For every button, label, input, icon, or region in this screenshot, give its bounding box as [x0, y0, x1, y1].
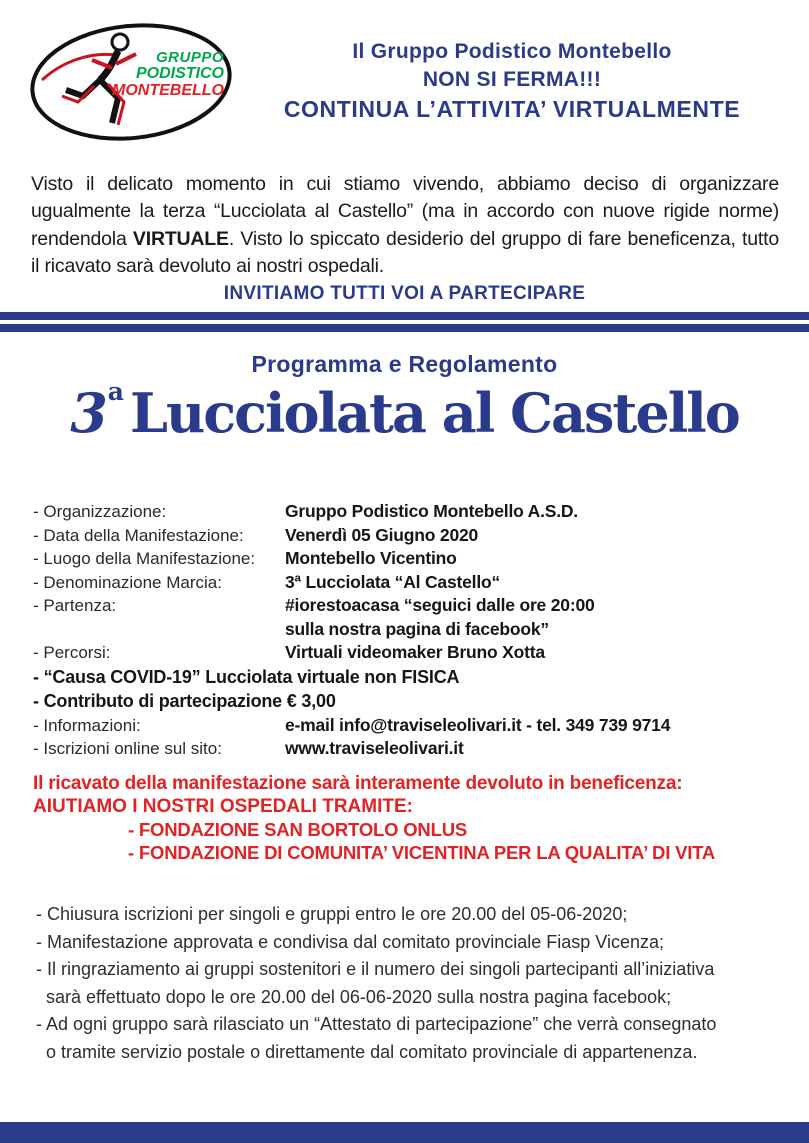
detail-label: - Organizzazione:	[33, 502, 167, 521]
footnote-line-1: - Chiusura iscrizioni per singoli e gruppi entro le ore 20.00 del 05-06-2020;	[36, 904, 628, 924]
intro-text-before: Visto il delicato momento in cui stiamo vivendo, abbiamo deciso di organizzare ugualmente la terza “Lucciolata al Castello” (ma in accordo con nuove rigide norme) rendendola	[31, 172, 779, 250]
detail-row-denominazione	[33, 571, 781, 595]
footnote-line-2: - Manifestazione approvata e condivisa dal comitato provinciale Fiasp Vicenza;	[36, 931, 665, 952]
club-logo	[28, 22, 234, 142]
intro-paragraph	[31, 171, 779, 281]
charity-item-fondazione-san-bortolo: - FONDAZIONE SAN BORTOLO ONLUS	[128, 819, 467, 840]
event-ordinal: a	[107, 377, 124, 406]
invite-banner: INVITIAMO TUTTI VOI A PARTECIPARE	[223, 283, 586, 304]
footer-bar	[0, 1122, 809, 1143]
logo-word-montebello: MONTEBELLO	[112, 82, 224, 99]
charity-item-fondazione-comunita: - FONDAZIONE DI COMUNITA’ VICENTINA PER LA QUALITA’ DI VITA	[128, 842, 716, 863]
detail-value: Virtuali videomaker Bruno Xotta	[285, 642, 545, 662]
partenza-line-2: sulla nostra pagina di facebook”	[285, 618, 549, 639]
covid-note-line: - “Causa COVID-19” Lucciolata virtuale non FISICA	[33, 666, 460, 687]
footnote-line-3-continued: sarà effettuato dopo le ore 20.00 del 06-06-2020 sulla nostra pagina facebook;	[46, 986, 672, 1007]
detail-value-website: www.traviseleolivari.it	[285, 738, 464, 758]
charity-block	[33, 772, 789, 864]
detail-row-informazioni	[33, 714, 781, 738]
details-list	[33, 500, 781, 761]
detail-value: Montebello Vicentino	[285, 548, 457, 568]
detail-row-partenza	[33, 594, 781, 641]
header-line-3: CONTINUA L’ATTIVITA’ VIRTUALMENTE	[283, 96, 741, 122]
detail-value: Gruppo Podistico Montebello A.S.D.	[285, 501, 578, 521]
event-title	[0, 376, 809, 448]
footnote-line-3: - Il ringraziamento ai gruppi sostenitori e il numero dei singoli partecipanti all’iniziativa	[36, 959, 715, 979]
detail-label: - Data della Manifestazione:	[33, 525, 244, 545]
detail-value: Venerdì 05 Giugno 2020	[285, 524, 479, 545]
divider-stripe-bottom	[0, 324, 809, 332]
detail-row-luogo	[33, 547, 781, 571]
event-name: Lucciolata al Castello	[130, 381, 739, 445]
intro-text-after: . Visto lo spiccato desiderio del gruppo di fare beneficenza, tutto il ricavato sarà devoluto ai nostri ospedali.	[31, 227, 779, 277]
divider-stripe-top	[0, 312, 809, 320]
header-block	[232, 38, 792, 124]
logo-word-gruppo: GRUPPO	[155, 49, 224, 66]
detail-value-email-phone: e-mail info@traviseleolivari.it - tel. 349 739 9714	[285, 714, 671, 735]
charity-subheading: AIUTIAMO I NOSTRI OSPEDALI TRAMITE:	[33, 796, 413, 817]
program-subtitle: Programma e Regolamento	[251, 351, 558, 377]
logo-wordmark	[112, 50, 224, 99]
detail-label: - Percorsi:	[33, 643, 111, 662]
detail-row-organizzazione	[33, 500, 781, 524]
detail-label: - Denominazione Marcia:	[33, 572, 222, 592]
detail-value	[285, 594, 595, 641]
contribution-line: - Contributo di partecipazione € 3,00	[33, 691, 336, 711]
detail-label: - Informazioni:	[33, 715, 141, 735]
detail-label: - Luogo della Manifestazione:	[33, 549, 256, 568]
logo-word-podistico: PODISTICO	[135, 65, 224, 82]
partenza-line-1: #iorestoacasa “seguici dalle ore 20:00	[285, 595, 595, 615]
header-line-1: Il Gruppo Podistico Montebello	[352, 40, 672, 63]
detail-value: 3ª Lucciolata “Al Castello“	[285, 571, 501, 592]
detail-label: - Iscrizioni online sul sito:	[33, 739, 222, 758]
header-line-2: NON SI FERMA!!!	[422, 68, 602, 91]
event-number: 3	[70, 381, 106, 445]
footnotes-block	[36, 901, 780, 1066]
intro-bold-virtuale: VIRTUALE	[132, 227, 229, 250]
detail-row-data	[33, 524, 781, 548]
footnote-line-4: - Ad ogni gruppo sarà rilasciato un “Attestato di partecipazione” che verrà consegnato	[36, 1014, 717, 1034]
charity-heading: Il ricavato della manifestazione sarà interamente devoluto in beneficenza:	[33, 773, 683, 794]
footnote-line-4-continued: o tramite servizio postale o direttamente dal comitato provinciale di appartenenza.	[46, 1041, 698, 1062]
detail-row-iscrizioni	[33, 737, 781, 761]
detail-label: - Partenza:	[33, 596, 117, 615]
detail-row-percorsi	[33, 641, 781, 665]
